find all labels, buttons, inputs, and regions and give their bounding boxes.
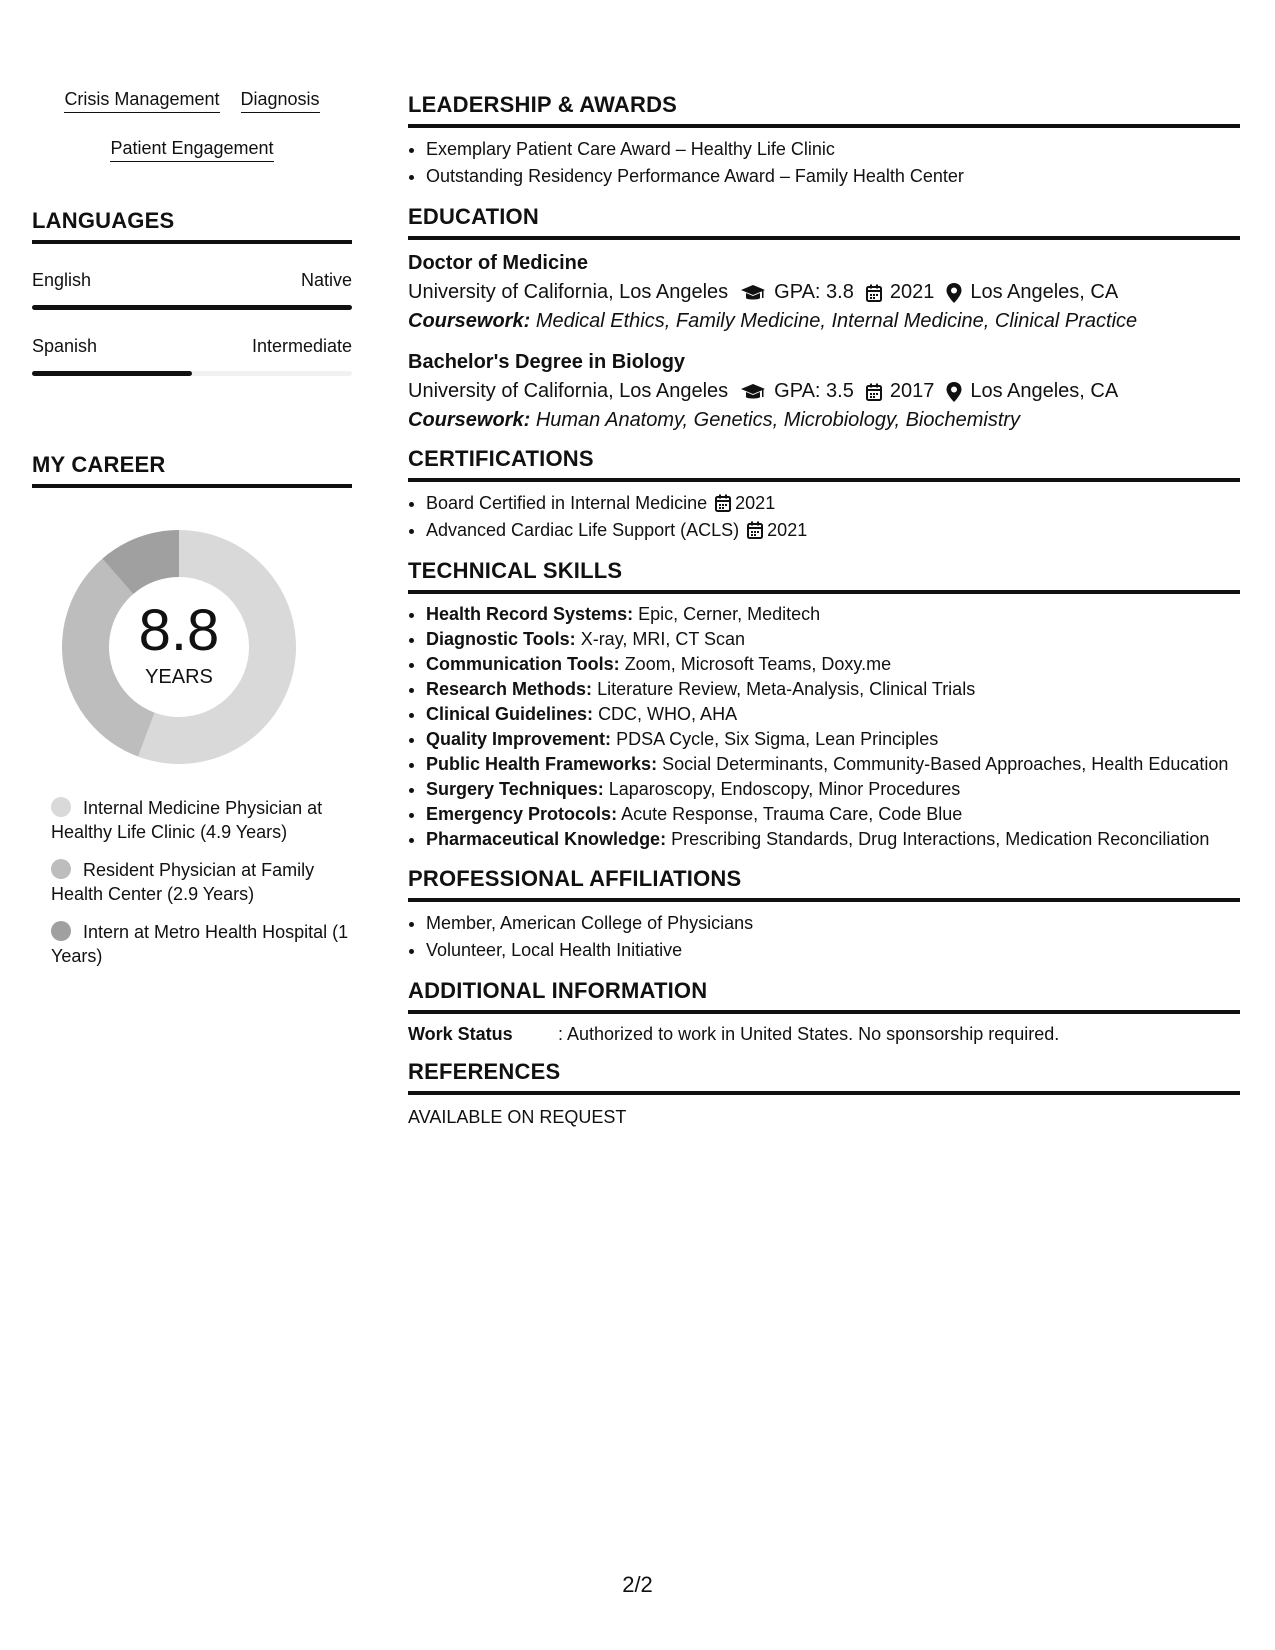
graduation-cap-icon <box>740 383 766 401</box>
skill-item <box>426 677 1240 702</box>
language-name: Spanish <box>32 336 98 356</box>
skill-category: Research Methods: <box>426 679 593 699</box>
languages-heading: LANGUAGES <box>32 208 352 244</box>
certification-name: Board Certified in Internal Medicine <box>426 493 708 513</box>
education-entry <box>408 351 1240 432</box>
language-proficiency-bar <box>32 371 352 376</box>
certification-year: 2021 <box>735 493 776 513</box>
language-proficiency-fill <box>32 371 192 376</box>
skill-item <box>426 627 1240 652</box>
education-entry <box>408 252 1240 333</box>
graduation-cap-icon <box>740 284 766 302</box>
skill-values: Epic, Cerner, Meditech <box>638 604 821 624</box>
degree-title: Doctor of Medicine <box>408 252 589 274</box>
coursework <box>408 409 1240 432</box>
school-name: University of California, Los Angeles <box>408 281 729 303</box>
affiliations-list <box>408 910 1240 964</box>
skill-item <box>426 827 1240 852</box>
career-legend-item <box>51 796 352 844</box>
legend-dot <box>51 797 71 817</box>
language-row <box>32 270 352 291</box>
coursework-list: Human Anatomy, Genetics, Microbiology, Biochemistry <box>535 409 1021 431</box>
language-row <box>32 336 352 357</box>
education-details <box>408 380 1240 403</box>
award-item: • Exemplary Patient Care Award – Healthy Life Clinic <box>426 136 1240 163</box>
calendar-icon <box>866 383 882 401</box>
skill-values: Acute Response, Trauma Care, Code Blue <box>621 804 963 824</box>
skill-item <box>426 702 1240 727</box>
language-name: English <box>32 270 92 290</box>
skill-values: Social Determinants, Community-Based Approaches, Health Education <box>662 754 1229 774</box>
language-level: Native <box>300 270 352 290</box>
work-status-value: : Authorized to work in United States. No sponsorship required. <box>558 1024 1060 1044</box>
legend-label: Resident Physician at Family Health Center (2.9 Years) <box>51 860 315 904</box>
calendar-icon <box>715 494 731 512</box>
leadership-heading: LEADERSHIP & AWARDS <box>408 92 1240 128</box>
skill-tag: Crisis Management <box>64 84 219 113</box>
certification-item <box>426 517 1240 544</box>
technical-skills-heading: TECHNICAL SKILLS <box>408 558 1240 594</box>
skill-values: X-ray, MRI, CT Scan <box>580 629 746 649</box>
leadership-section <box>408 92 1240 190</box>
skill-category: Diagnostic Tools: <box>426 629 576 649</box>
skill-values: PDSA Cycle, Six Sigma, Lean Principles <box>616 729 939 749</box>
school-name: University of California, Los Angeles <box>408 380 729 402</box>
career-legend <box>51 796 352 968</box>
education-section <box>408 204 1240 432</box>
coursework-label: Coursework: <box>408 409 531 431</box>
language-proficiency-fill <box>32 305 352 310</box>
career-legend-item <box>51 858 352 906</box>
skill-tag: Diagnosis <box>241 84 320 113</box>
coursework-list: Medical Ethics, Family Medicine, Internal Medicine, Clinical Practice <box>535 310 1138 332</box>
technical-skills-section <box>408 558 1240 852</box>
career-section <box>32 452 352 968</box>
skill-item <box>426 752 1240 777</box>
calendar-icon <box>866 284 882 302</box>
skill-item <box>426 727 1240 752</box>
certifications-heading: CERTIFICATIONS <box>408 446 1240 482</box>
education-heading: EDUCATION <box>408 204 1240 240</box>
career-legend-item <box>51 920 352 968</box>
skill-values: Literature Review, Meta-Analysis, Clinical Trials <box>597 679 976 699</box>
skill-values: Prescribing Standards, Drug Interactions, Medication Reconciliation <box>671 829 1210 849</box>
affiliations-heading: PROFESSIONAL AFFILIATIONS <box>408 866 1240 902</box>
work-status-row <box>408 1024 1240 1045</box>
skill-item <box>426 652 1240 677</box>
skill-category: Quality Improvement: <box>426 729 612 749</box>
legend-dot <box>51 859 71 879</box>
skill-values: Zoom, Microsoft Teams, Doxy.me <box>624 654 892 674</box>
graduation-year: 2017 <box>889 380 935 402</box>
career-heading: MY CAREER <box>32 452 352 488</box>
references-text: AVAILABLE ON REQUEST <box>408 1107 627 1127</box>
skill-category: Public Health Frameworks: <box>426 754 658 774</box>
skill-category: Surgery Techniques: <box>426 779 604 799</box>
graduation-year: 2021 <box>889 281 935 303</box>
certification-year: 2021 <box>767 520 808 540</box>
page-number: 2/2 <box>622 1572 653 1597</box>
affiliations-section <box>408 866 1240 964</box>
left-column <box>32 84 352 982</box>
career-total-unit: YEARS <box>145 665 213 688</box>
legend-dot <box>51 921 71 941</box>
references-section <box>408 1059 1240 1128</box>
career-total-value: 8.8 <box>138 597 220 663</box>
award-item: • Outstanding Residency Performance Award – Family Health Center <box>426 163 1240 190</box>
skill-values: Laparoscopy, Endoscopy, Minor Procedures <box>608 779 961 799</box>
affiliation-item: • Member, American College of Physicians <box>426 910 1240 937</box>
skill-values: CDC, WHO, AHA <box>598 704 738 724</box>
leadership-list <box>408 136 1240 190</box>
work-status-label: Work Status <box>408 1024 513 1044</box>
skill-item <box>426 602 1240 627</box>
skill-category: Communication Tools: <box>426 654 620 674</box>
location-pin-icon <box>946 382 962 402</box>
skill-item <box>426 777 1240 802</box>
legend-label: Intern at Metro Health Hospital (1 Years) <box>51 922 349 966</box>
skill-tags <box>32 84 352 182</box>
education-details <box>408 281 1240 304</box>
certification-item <box>426 490 1240 517</box>
certifications-section <box>408 446 1240 544</box>
coursework-label: Coursework: <box>408 310 531 332</box>
legend-label: Internal Medicine Physician at Healthy Life Clinic (4.9 Years) <box>51 798 323 842</box>
affiliation-item: • Volunteer, Local Health Initiative <box>426 937 1240 964</box>
right-column <box>408 92 1240 1142</box>
skill-category: Pharmaceutical Knowledge: <box>426 829 667 849</box>
languages-section <box>32 208 352 376</box>
career-donut-chart <box>54 522 304 772</box>
language-proficiency-bar <box>32 305 352 310</box>
references-heading: REFERENCES <box>408 1059 1240 1095</box>
skill-category: Clinical Guidelines: <box>426 704 594 724</box>
certification-name: Advanced Cardiac Life Support (ACLS) <box>426 520 740 540</box>
degree-title: Bachelor's Degree in Biology <box>408 351 686 373</box>
skill-category: Emergency Protocols: <box>426 804 618 824</box>
coursework <box>408 310 1240 333</box>
school-location: Los Angeles, CA <box>970 281 1119 303</box>
language-level: Intermediate <box>251 336 352 356</box>
skill-tag: Patient Engagement <box>110 133 273 162</box>
location-pin-icon <box>946 283 962 303</box>
donut-center <box>54 522 304 772</box>
additional-info-section <box>408 978 1240 1045</box>
certifications-list <box>408 490 1240 544</box>
calendar-icon <box>747 521 763 539</box>
additional-info-heading: ADDITIONAL INFORMATION <box>408 978 1240 1014</box>
technical-skills-list <box>408 602 1240 852</box>
skill-item <box>426 802 1240 827</box>
gpa-text: GPA: 3.8 <box>774 281 854 303</box>
skill-category: Health Record Systems: <box>426 604 634 624</box>
gpa-text: GPA: 3.5 <box>774 380 854 402</box>
school-location: Los Angeles, CA <box>970 380 1119 402</box>
